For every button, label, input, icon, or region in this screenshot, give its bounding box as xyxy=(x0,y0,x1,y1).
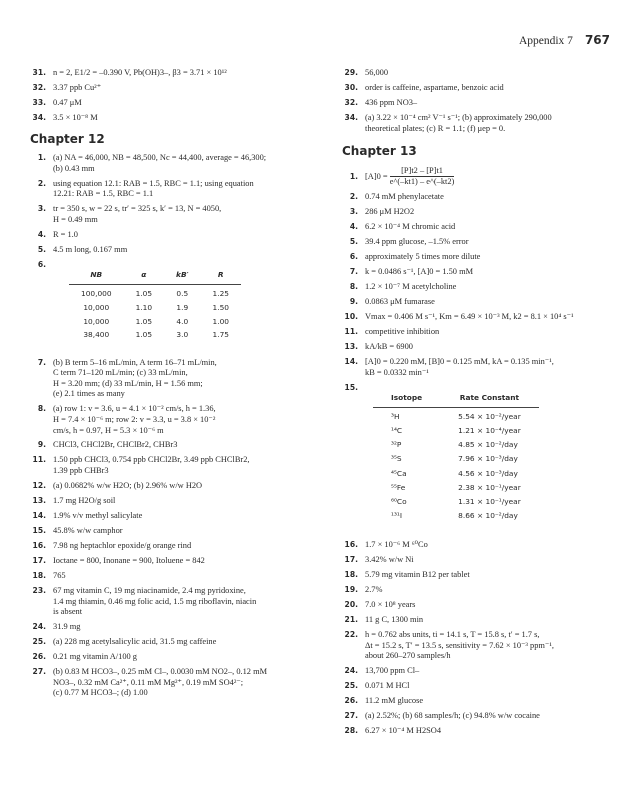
answer-item xyxy=(342,681,617,692)
answer-item xyxy=(30,358,325,400)
equation-lhs: [A]0 = xyxy=(365,171,388,181)
column-header: NB xyxy=(69,270,124,284)
answer-item xyxy=(30,496,325,507)
answer-item xyxy=(342,615,617,626)
item-number: 13. xyxy=(344,342,358,352)
item-number: 1. xyxy=(349,171,358,181)
answer-item-equation xyxy=(342,166,617,188)
item-number: 26. xyxy=(32,652,46,662)
answer-item xyxy=(342,342,617,353)
item-text: (a) 0.0682% w/w H2O; (b) 2.96% w/w H2O xyxy=(53,481,203,491)
answer-item xyxy=(342,585,617,596)
column-header: α xyxy=(124,270,164,284)
answer-item-table xyxy=(342,383,617,534)
answer-item xyxy=(342,711,617,722)
item-text: 0.21 mg vitamin A/100 g xyxy=(53,652,137,662)
item-text: 1.7 × 10⁻⁶ M ⁶⁰Co xyxy=(365,540,428,550)
answer-item xyxy=(342,555,617,566)
item-table-wrap xyxy=(53,260,325,353)
answer-item xyxy=(342,570,617,581)
item-number: 28. xyxy=(344,726,358,736)
item-text: tr = 350 s, w = 22 s, tr′ = 325 s, k′ = 13, N = 4050, H = 0.49 mm xyxy=(53,204,222,224)
item-text: 2.7% xyxy=(365,585,383,595)
table-cell: 1.50 xyxy=(212,302,229,312)
item-number: 9. xyxy=(37,440,46,450)
table-cell: ⁶⁰Co xyxy=(391,497,407,507)
header-title: Appendix 7 xyxy=(518,35,573,47)
item-number: 27. xyxy=(32,667,46,677)
table-cell: 8.66 × 10⁻²/day xyxy=(458,511,518,521)
item-number: 18. xyxy=(32,570,46,580)
item-text: Vmax = 0.406 M s⁻¹, Km = 6.49 × 10⁻³ M, k2 = 8.1 × 10⁴ s⁻¹ xyxy=(365,312,574,322)
item-text: (b) 0.83 M HCO3–, 0.25 mM Cl–, 0.0030 mM NO2–, 0.12 mM NO3–, 0.32 mM Ca²⁺, 0.11 mM Mg²⁺, 0.19 mM SO4²⁻; (c) 0.77 M HCO3–; (d) 1.00 xyxy=(53,667,268,698)
item-text: (a) 2.52%; (b) 68 samples/h; (c) 94.8% w/w cocaine xyxy=(365,711,540,721)
resolution-table xyxy=(69,270,241,342)
item-number: 24. xyxy=(344,666,358,676)
table-cell: ³²P xyxy=(391,440,402,450)
item-text: n = 2, E1/2 = –0.390 V, Pb(OH)3–, β3 = 3.71 × 10¹² xyxy=(53,68,227,77)
table-cell: 3.0 xyxy=(176,330,189,340)
item-number: 4. xyxy=(349,222,358,232)
answer-item xyxy=(30,667,325,699)
item-text: kA/kB = 6900 xyxy=(365,342,413,352)
equation-denominator: e^(–kt1) – e^(–kt2) xyxy=(389,177,455,187)
item-text: 4.5 m long, 0.167 mm xyxy=(53,244,128,254)
answer-item xyxy=(342,98,617,109)
table-cell: 100,000 xyxy=(81,289,112,299)
item-text: (b) B term 5–16 mL/min, A term 16–71 mL/min, C term 71–120 mL/min; (c) 33 mL/min, H = 3.20 mm; (d) 33 mL/min, H = 1.56 mm; (e) 2.1 times as many xyxy=(53,357,217,399)
item-number: 32. xyxy=(344,97,358,107)
item-text: 1.7 mg H2O/g soil xyxy=(53,496,116,506)
answer-item xyxy=(30,179,325,200)
answer-item xyxy=(30,622,325,633)
column-header: Rate Constant xyxy=(440,393,539,407)
table-row xyxy=(69,301,241,315)
chapter-12-heading: Chapter 12 xyxy=(30,131,105,146)
table-cell: 5.54 × 10⁻²/year xyxy=(458,411,521,421)
item-text: 11 g C, 1300 min xyxy=(365,615,424,625)
item-number: 22. xyxy=(344,630,358,640)
item-text: 45.8% w/w camphor xyxy=(53,526,123,535)
item-number: 5. xyxy=(349,237,358,247)
item-text: (a) 3.22 × 10⁻⁴ cm² V⁻¹ s⁻¹; (b) approximately 290,000 theoretical plates; (c) R = 1.1; (f) μep = 0. xyxy=(365,112,552,133)
item-number: 8. xyxy=(349,282,358,292)
item-number: 34. xyxy=(344,112,358,122)
answer-item xyxy=(30,455,325,476)
item-number: 25. xyxy=(344,681,358,691)
answer-item xyxy=(30,511,325,522)
item-number: 31. xyxy=(32,68,46,77)
item-number: 20. xyxy=(344,600,358,610)
table-cell: 10,000 xyxy=(83,316,110,326)
table-cell: 1.31 × 10⁻¹/year xyxy=(458,497,521,507)
item-number: 18. xyxy=(344,570,358,580)
answer-item xyxy=(30,98,325,109)
table-cell: 1.25 xyxy=(212,289,229,299)
item-text: 5.79 mg vitamin B12 per tablet xyxy=(365,570,470,580)
answer-item xyxy=(342,207,617,218)
item-number: 19. xyxy=(344,585,358,595)
item-text: 7.98 ng heptachlor epoxide/g orange rind xyxy=(53,540,192,550)
item-number: 29. xyxy=(344,68,358,77)
item-number: 27. xyxy=(344,711,358,721)
item-text: CHCl3, CHCl2Br, CHClBr2, CHBr3 xyxy=(53,440,178,450)
item-number: 13. xyxy=(32,496,46,506)
item-text: Ioctane = 800, Inonane = 900, Itoluene = 842 xyxy=(53,555,205,565)
item-text: 7.0 × 10⁸ years xyxy=(365,600,416,610)
answer-item xyxy=(342,540,617,551)
item-text: 0.0863 μM fumarase xyxy=(365,297,435,307)
answer-item-table xyxy=(30,260,325,353)
item-number: 14. xyxy=(344,357,358,367)
table-cell: 1.10 xyxy=(135,302,153,312)
chapter-13-list-a xyxy=(342,192,617,378)
answer-item xyxy=(342,600,617,611)
right-top-list xyxy=(342,68,617,134)
item-number: 11. xyxy=(32,455,46,465)
answer-item xyxy=(30,245,325,256)
table-row xyxy=(373,453,539,467)
table-cell: 1.05 xyxy=(135,330,153,340)
item-number: 7. xyxy=(37,357,46,367)
answer-item xyxy=(342,222,617,233)
item-number: 3. xyxy=(349,207,358,217)
item-number: 32. xyxy=(32,82,46,92)
page-number: 767 xyxy=(584,33,610,47)
answer-item xyxy=(30,204,325,225)
table-row xyxy=(373,424,539,438)
answer-item xyxy=(30,83,325,94)
table-cell: 1.21 × 10⁻⁴/year xyxy=(458,426,521,436)
isotope-table xyxy=(373,393,539,523)
equation-numerator: [P]t2 – [P]t1 xyxy=(390,166,455,178)
item-number: 15. xyxy=(32,526,46,535)
chapter-12-list-a xyxy=(30,153,325,255)
answer-item xyxy=(342,113,617,134)
table-row xyxy=(373,467,539,481)
item-text: 56,000 xyxy=(365,68,389,77)
table-cell: ⁵⁵Fe xyxy=(391,482,406,492)
item-text: R = 1.0 xyxy=(53,229,78,239)
item-number: 21. xyxy=(344,615,358,625)
item-text: 765 xyxy=(53,570,66,580)
item-text: 0.47 μM xyxy=(53,97,82,107)
item-text: 0.071 M HCl xyxy=(365,681,410,691)
column-header: R xyxy=(201,270,241,284)
answer-item xyxy=(30,556,325,567)
table-cell: 1.00 xyxy=(212,316,229,326)
item-text: 3.42% w/w Ni xyxy=(365,555,414,565)
answer-item xyxy=(30,230,325,241)
item-number: 7. xyxy=(349,267,358,277)
item-number: 24. xyxy=(32,622,46,632)
item-number: 3. xyxy=(37,204,46,214)
item-number: 34. xyxy=(32,112,46,122)
answer-item xyxy=(30,113,325,124)
item-text: order is caffeine, aspartame, benzoic acid xyxy=(365,82,504,92)
left-column xyxy=(30,68,325,703)
item-number: 17. xyxy=(32,555,46,565)
answer-item xyxy=(30,586,325,618)
table-row xyxy=(373,438,539,452)
table-row xyxy=(69,285,241,302)
item-text: 0.74 mM phenylacetate xyxy=(365,192,444,202)
answer-item xyxy=(342,68,617,79)
equation xyxy=(365,166,617,188)
item-text: 6.2 × 10⁻⁴ M chromic acid xyxy=(365,222,456,232)
answer-item xyxy=(30,652,325,663)
answer-item xyxy=(30,571,325,582)
table-cell: 7.96 × 10⁻³/day xyxy=(458,454,518,464)
item-text: 3.5 × 10⁻⁸ M xyxy=(53,112,98,122)
item-text: using equation 12.1: RAB = 1.5, RBC = 1.1; using equation 12.21: RAB = 1.5, RBC = 1.1 xyxy=(53,178,254,199)
table-cell: 4.85 × 10⁻²/day xyxy=(458,440,518,450)
column-header: Isotope xyxy=(373,393,440,407)
table-header-row xyxy=(373,393,539,407)
answer-item xyxy=(342,252,617,263)
item-number: 14. xyxy=(32,511,46,521)
answer-item xyxy=(342,630,617,662)
item-number: 2. xyxy=(349,192,358,202)
item-number: 6. xyxy=(349,252,358,262)
item-number: 16. xyxy=(344,540,358,550)
left-top-list xyxy=(30,68,325,124)
right-column xyxy=(342,68,617,741)
item-number: 2. xyxy=(37,178,46,188)
item-number: 9. xyxy=(349,297,358,307)
answer-item xyxy=(342,297,617,308)
table-cell: 4.56 × 10⁻³/day xyxy=(458,468,518,478)
item-text: 67 mg vitamin C, 19 mg niacinamide, 2.4 mg pyridoxine, 1.4 mg thiamin, 0.46 mg folic acid, 1.5 mg riboflavin, niacin is absent xyxy=(53,585,257,617)
item-text: 39.4 ppm glucose, –1.5% error xyxy=(365,237,469,247)
answer-item xyxy=(342,357,617,378)
item-number: 12. xyxy=(32,481,46,491)
item-text: approximately 5 times more dilute xyxy=(365,252,481,262)
answer-item xyxy=(30,68,325,79)
answer-item xyxy=(342,312,617,323)
item-text: 3.37 ppb Cu²⁺ xyxy=(53,82,102,92)
item-number: 33. xyxy=(32,97,46,107)
item-text: 1.50 ppb CHCl3, 0.754 ppb CHCl2Br, 3.49 ppb CHClBr2, 1.39 ppb CHBr3 xyxy=(53,455,250,476)
item-number: 30. xyxy=(344,82,358,92)
table-cell: 1.05 xyxy=(135,289,153,299)
item-text: 286 μM H2O2 xyxy=(365,207,415,217)
item-number: 5. xyxy=(37,244,46,254)
item-number: 15. xyxy=(344,382,358,392)
item-number: 4. xyxy=(37,229,46,239)
table-cell: 10,000 xyxy=(83,302,110,312)
item-text: 1.2 × 10⁻⁷ M acetylcholine xyxy=(365,282,457,292)
equation-fraction xyxy=(390,166,455,188)
column-header: kB′ xyxy=(164,270,201,284)
table-cell: ³H xyxy=(391,411,400,421)
answer-item xyxy=(342,666,617,677)
item-text: [A]0 = 0.220 mM, [B]0 = 0.125 mM, kA = 0.135 min⁻¹, kB = 0.0332 min⁻¹ xyxy=(365,357,554,377)
answer-item xyxy=(342,696,617,707)
answer-item xyxy=(342,282,617,293)
chapter-12-list-b xyxy=(30,358,325,699)
item-text: 31.9 mg xyxy=(53,622,81,632)
table-cell: 1.9 xyxy=(176,302,189,312)
answer-item xyxy=(30,541,325,552)
page-header xyxy=(519,33,610,47)
table-cell: 0.5 xyxy=(176,289,189,299)
item-text: 436 ppm NO3– xyxy=(365,97,418,107)
table-header-row xyxy=(69,270,241,284)
item-text: 13,700 ppm Cl– xyxy=(365,666,420,676)
table-cell: ¹⁴C xyxy=(391,426,403,436)
item-text: h = 0.762 abs units, ti = 14.1 s, T = 15.8 s, t′ = 1.7 s, Δt = 15.2 s, T′ = 13.5 s, sensitivity = 7.62 × 10⁻³ ppm⁻¹, about 260–270 samples/h xyxy=(365,630,554,661)
item-text: 11.2 mM glucose xyxy=(365,696,424,706)
item-number: 23. xyxy=(32,585,46,595)
answer-item xyxy=(342,726,617,737)
item-number: 25. xyxy=(32,637,46,647)
item-text: competitive inhibition xyxy=(365,327,440,337)
table-cell: 1.75 xyxy=(212,330,229,340)
table-cell: 4.0 xyxy=(176,316,189,326)
answer-item xyxy=(342,237,617,248)
chapter-13-list-b xyxy=(342,540,617,737)
item-number: 10. xyxy=(344,312,358,322)
item-text: (a) NA = 46,000, NB = 48,500, Nc = 44,400, average = 46,300; (b) 0.43 mm xyxy=(53,153,267,173)
table-cell: 1.05 xyxy=(135,316,153,326)
table-row xyxy=(373,481,539,495)
table-row xyxy=(373,509,539,523)
answer-item xyxy=(30,440,325,451)
item-number: 1. xyxy=(37,153,46,163)
item-number: 6. xyxy=(37,259,46,269)
item-text: 6.27 × 10⁻⁴ M H2SO4 xyxy=(365,726,442,736)
item-number: 8. xyxy=(37,404,46,414)
item-text: 1.9% v/v methyl salicylate xyxy=(53,511,143,521)
table-cell: ³⁵S xyxy=(391,454,402,464)
table-row xyxy=(69,315,241,329)
answer-item xyxy=(30,637,325,648)
item-text: k = 0.0486 s⁻¹, [A]0 = 1.50 mM xyxy=(365,267,474,277)
item-text: (a) 228 mg acetylsalicylic acid, 31.5 mg caffeine xyxy=(53,637,217,647)
table-cell: ⁴⁵Ca xyxy=(391,468,407,478)
answer-item xyxy=(30,481,325,492)
answer-item xyxy=(30,153,325,174)
table-cell: 38,400 xyxy=(83,330,110,340)
item-number: 11. xyxy=(344,327,358,337)
table-row xyxy=(69,329,241,343)
answer-item xyxy=(342,267,617,278)
chapter-13-heading: Chapter 13 xyxy=(342,144,417,159)
answer-item xyxy=(30,526,325,537)
item-table-wrap xyxy=(365,383,617,534)
answer-item xyxy=(342,83,617,94)
item-text: (a) row 1: v = 3.6, u = 4.1 × 10⁻² cm/s, h = 1.36, H = 7.4 × 10⁻⁶ m; row 2: v = 3.3, u = 3.8 × 10⁻² cm/s, h = 0.97, H = 5.3 × 10⁻⁶ m xyxy=(53,404,216,435)
answer-item xyxy=(342,327,617,338)
table-cell: ¹³¹I xyxy=(391,511,403,521)
item-number: 26. xyxy=(344,696,358,706)
table-row xyxy=(373,407,539,424)
answer-item xyxy=(30,404,325,436)
answer-item xyxy=(342,192,617,203)
item-number: 16. xyxy=(32,540,46,550)
table-cell: 2.38 × 10⁻¹/year xyxy=(458,482,521,492)
table-row xyxy=(373,495,539,509)
item-number: 17. xyxy=(344,555,358,565)
